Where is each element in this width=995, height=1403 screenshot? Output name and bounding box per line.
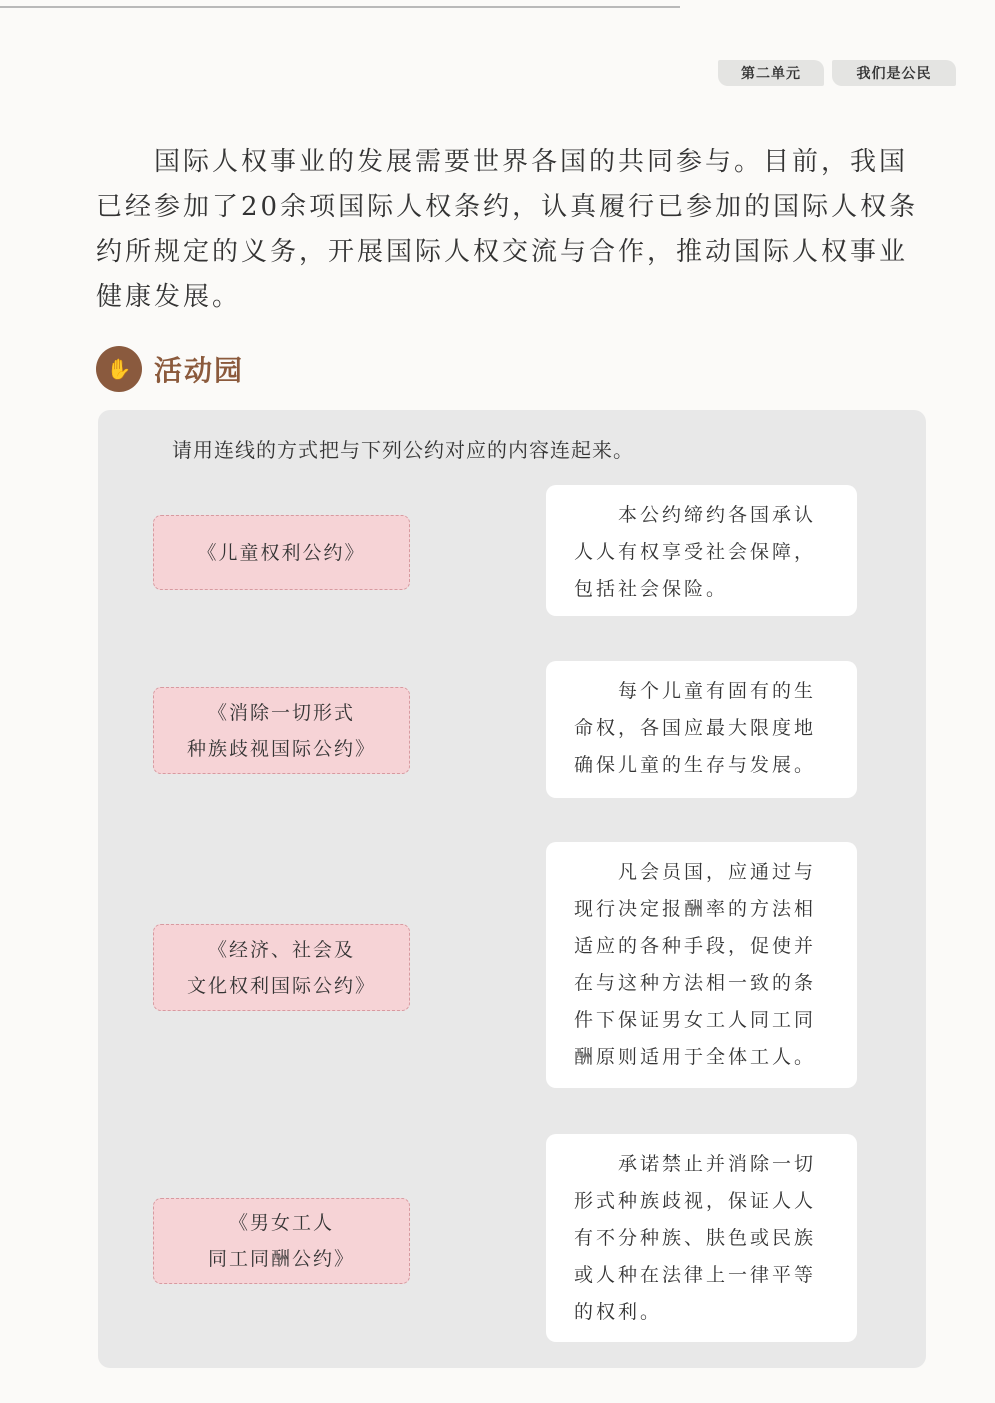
convention-label: 种族歧视国际公约》 [186, 737, 376, 760]
convention-label: 《经济、社会及 [207, 938, 355, 961]
convention-label: 同工同酬公约》 [207, 1248, 355, 1270]
activity-instruction: 请用连线的方式把与下列公约对应的内容连起来。 [172, 438, 634, 462]
activity-title: 活动园 [154, 354, 245, 387]
convention-label: 《儿童权利公约》 [197, 541, 366, 564]
description-box-child-life[interactable]: 每个儿童有固有的生命权，各国应最大限度地确保儿童的生存与发展。 [546, 661, 857, 798]
top-rule [0, 6, 680, 8]
unit-tab: 第二单元 [718, 60, 824, 86]
convention-label: 文化权利国际公约》 [186, 974, 376, 997]
intro-paragraph: 国际人权事业的发展需要世界各国的共同参与。目前，我国已经参加了20余项国际人权条约，认真履行已参加的国际人权条约所规定的义务，开展国际人权交流与合作，推动国际人权事业健康发展。 [96, 147, 919, 312]
convention-label: 《消除一切形式 [207, 701, 355, 724]
activity-heading [96, 346, 244, 392]
running-header [718, 60, 956, 86]
lesson-tab: 我们是公民 [832, 60, 956, 86]
description-box-racial[interactable]: 承诺禁止并消除一切形式种族歧视，保证人人有不分种族、肤色或民族或人种在法律上一律平等的权利。 [546, 1134, 857, 1342]
convention-box-children[interactable] [153, 515, 410, 590]
convention-label: 《男女工人 [228, 1212, 334, 1234]
convention-box-economic[interactable] [153, 924, 410, 1011]
description-box-social-security[interactable]: 本公约缔约各国承认人人有权享受社会保障，包括社会保险。 [546, 485, 857, 616]
hands-icon: ✋ [96, 346, 142, 392]
convention-box-equal-pay[interactable] [153, 1198, 410, 1284]
description-box-equal-pay[interactable]: 凡会员国，应通过与现行决定报酬率的方法相适应的各种手段，促使并在与这种方法相一致的条件下保证男女工人同工同酬原则适用于全体工人。 [546, 842, 857, 1088]
convention-box-racial[interactable] [153, 687, 410, 774]
